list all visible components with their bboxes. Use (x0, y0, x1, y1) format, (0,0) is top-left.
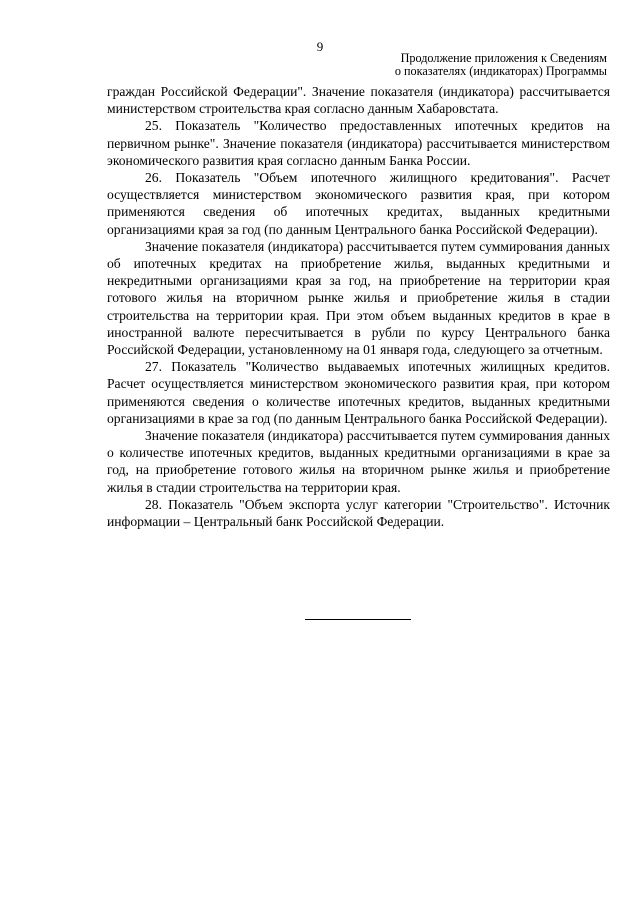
end-divider-line (305, 619, 411, 620)
appendix-header (395, 52, 607, 78)
appendix-header-line-2: о показателях (индикаторах) Программы (394, 64, 607, 78)
paragraph-indicator-27: 27. Показатель "Количество выдаваемых ипотечных жилищных кредитов. Расчет осуществляется министерством экономического развития края, при котором применяются сведения о количестве ипотечных кредитов, выданных кредитными организациями в крае за год (по данным Центрального банка Российской Федерации). (107, 359, 610, 426)
paragraph-indicator-25: 25. Показатель "Количество предоставленных ипотечных кредитов на первичном рынке". Значение показателя (индикатора) рассчитывается министерством экономического развития края согласно данным Банка России. (107, 118, 610, 168)
paragraph-indicator-26: 26. Показатель "Объем ипотечного жилищного кредитования". Расчет осуществляется министерством экономического развития края, при котором применяются сведения об ипотечных кредитах, выданных кредитными организациями края за год (по данным Центрального банка Российской Федерации). (107, 170, 610, 237)
appendix-header-line-1: Продолжение приложения к Сведениям (400, 51, 607, 65)
paragraph-continuation: граждан Российской Федерации". Значение показателя (индикатора) рассчитывается министерством строительства края согласно данным Хабаровстата. (107, 84, 610, 117)
paragraph-indicator-28: 28. Показатель "Объем экспорта услуг категории "Строительство". Источник информации – Центральный банк Российской Федерации. (107, 496, 610, 530)
paragraph-indicator-26-calculation: Значение показателя (индикатора) рассчитывается путем суммирования данных об ипотечных кредитах на приобретение жилья, выданных кредитными и некредитными организациями края за год, на приобретение на территории края готового жилья на вторичном рынке жилья и приобретение жилья в стадии строительства на территории края. При этом объем выданных кредитов в крае в иностранной валюте пересчитывается в рубли по курсу Центрального банка Российской Федерации, установленному на 01 января года, следующего за отчетным. (107, 238, 610, 358)
paragraph-indicator-27-calculation: Значение показателя (индикатора) рассчитывается путем суммирования данных о количестве ипотечных кредитов, выданных кредитными организациями в крае за год, на приобретение готового жилья на вторичном рынке жилья и приобретение жилья в стадии строительства на территории края. (107, 428, 610, 495)
document-body (107, 83, 610, 530)
page-number: 9 (316, 39, 324, 54)
